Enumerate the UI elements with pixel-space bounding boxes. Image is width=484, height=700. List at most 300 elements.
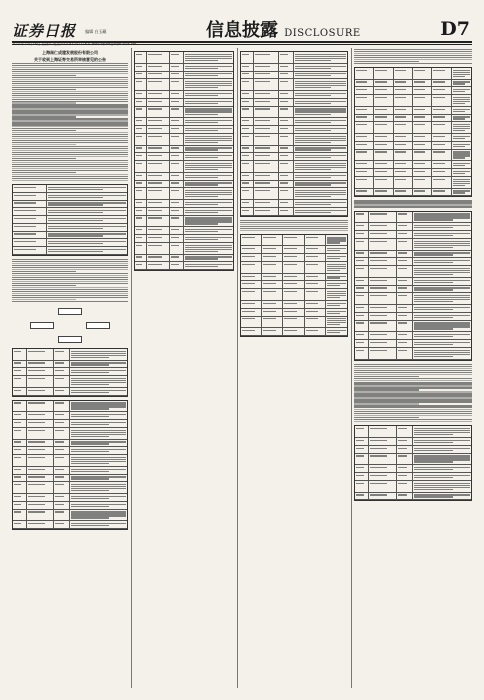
- table-cell: [355, 251, 369, 258]
- cell-text-line: [185, 258, 218, 259]
- table-cell: [135, 235, 147, 242]
- cell-text-line: [295, 87, 331, 88]
- table-cell: [147, 91, 171, 98]
- cell-text-line: [370, 428, 387, 429]
- cell-text-line: [242, 311, 255, 312]
- cell-text-line: [136, 264, 142, 265]
- cell-text-line: [185, 122, 218, 123]
- column-4: [354, 48, 472, 688]
- table-cell: [27, 502, 54, 509]
- cell-text-line: [185, 114, 218, 115]
- table-cell: [147, 52, 171, 63]
- table-cell: [47, 216, 127, 223]
- table-cell: [241, 134, 254, 145]
- table-cell: [326, 301, 347, 308]
- cell-text-line: [55, 476, 64, 477]
- cell-text-line: [185, 223, 218, 224]
- cell-text-line: [356, 350, 364, 351]
- flow-box-top: [58, 308, 82, 315]
- table-cell: [397, 481, 413, 492]
- table-cell: [394, 115, 413, 122]
- table-row: [355, 313, 471, 321]
- cell-text-line: [284, 311, 297, 312]
- cell-text-line: [28, 504, 45, 505]
- cell-text-line: [255, 147, 271, 148]
- cell-text-line: [433, 109, 444, 110]
- table-cell: [47, 185, 127, 192]
- table-cell: [294, 99, 347, 106]
- cell-text-line: [148, 175, 162, 176]
- table-row: [241, 254, 347, 262]
- cell-text-line: [55, 496, 64, 497]
- cell-text-line: [263, 283, 276, 284]
- cell-text-line: [356, 475, 364, 476]
- cell-text-line: [185, 103, 218, 104]
- table-cell: [432, 189, 451, 196]
- cell-text-line: [14, 241, 36, 242]
- table-cell: [170, 243, 184, 254]
- table-cell: [355, 223, 369, 230]
- cell-text-line: [356, 190, 367, 191]
- table-row: [241, 262, 347, 274]
- cell-text-line: [356, 136, 367, 137]
- cell-text-line: [171, 93, 179, 94]
- cell-text-line: [263, 256, 276, 257]
- table-cell: [394, 161, 413, 168]
- text-line: [354, 421, 472, 422]
- cell-text-line: [414, 344, 453, 345]
- cell-text-line: [171, 175, 179, 176]
- table-cell: [394, 177, 413, 188]
- cell-text-line: [356, 268, 364, 269]
- cell-text-line: [14, 233, 36, 234]
- table-cell: [184, 153, 233, 160]
- cell-text-line: [433, 81, 444, 82]
- table-cell: [262, 328, 283, 335]
- table-cell: [184, 188, 233, 199]
- table-cell: [432, 122, 451, 133]
- cell-text-line: [171, 190, 179, 191]
- table-cell: [27, 361, 54, 368]
- table-cell: [397, 340, 413, 347]
- cell-text-line: [136, 256, 142, 257]
- table-cell: [394, 150, 413, 161]
- cell-text-line: [55, 469, 64, 470]
- table-row: [355, 223, 471, 231]
- table-row: [241, 134, 347, 146]
- table-row: [135, 243, 233, 255]
- cell-text-line: [71, 408, 110, 409]
- table-cell: [170, 173, 184, 180]
- cell-text-line: [453, 91, 465, 92]
- cell-text-line: [356, 225, 364, 226]
- table-cell: [397, 223, 413, 230]
- cell-text-line: [185, 251, 218, 252]
- text-line: [354, 206, 472, 207]
- cell-text-line: [414, 171, 425, 172]
- table-cell: [241, 317, 262, 328]
- cell-text-line: [356, 179, 367, 180]
- cell-text-line: [327, 332, 340, 333]
- cell-text-line: [136, 136, 142, 137]
- table-cell: [452, 142, 471, 149]
- table-cell: [279, 173, 294, 180]
- table-cell: [170, 79, 184, 90]
- cell-text-line: [171, 108, 179, 109]
- table-cell: [241, 173, 254, 180]
- table-cell: [70, 467, 127, 474]
- table-cell: [397, 332, 413, 339]
- cell-text-line: [28, 370, 45, 371]
- cell-text-line: [356, 97, 367, 98]
- cell-text-line: [433, 70, 444, 71]
- cell-text-line: [28, 402, 45, 403]
- cell-text-line: [370, 483, 387, 484]
- cell-text-line: [28, 414, 45, 415]
- table-cell: [397, 258, 413, 265]
- table-cell: [294, 126, 347, 133]
- table-cell: [54, 401, 70, 412]
- cell-text-line: [185, 95, 218, 96]
- table-cell: [305, 301, 326, 308]
- table-cell: [355, 305, 369, 312]
- table-cell: [369, 481, 397, 492]
- table-row: [13, 368, 127, 376]
- column-3-body: [240, 220, 348, 231]
- table-cell: [27, 368, 54, 375]
- table-row: [241, 235, 347, 247]
- table-cell: [47, 232, 127, 239]
- cell-text-line: [395, 81, 406, 82]
- table-cell: [369, 446, 397, 453]
- table-row: [241, 91, 347, 99]
- table-cell: [170, 126, 184, 133]
- cell-text-line: [14, 202, 36, 203]
- table-cell: [147, 79, 171, 90]
- table-row: [355, 134, 471, 142]
- table-cell: [135, 173, 147, 180]
- table-cell: [369, 278, 397, 285]
- cell-text-line: [284, 291, 297, 292]
- cell-text-line: [148, 108, 162, 109]
- cell-text-line: [356, 287, 364, 288]
- table-row: [241, 99, 347, 107]
- table-cell: [13, 494, 27, 501]
- table-cell: [147, 255, 171, 262]
- table-row: [355, 107, 471, 115]
- table-cell: [262, 281, 283, 288]
- table-cell: [305, 328, 326, 335]
- cell-text-line: [375, 171, 386, 172]
- table-cell: [54, 455, 70, 466]
- section-title-en: DISCLOSURE: [284, 28, 361, 39]
- cell-text-line: [71, 416, 110, 417]
- cell-text-line: [136, 163, 142, 164]
- table-cell: [355, 169, 374, 176]
- table-cell: [413, 332, 471, 339]
- table-cell: [147, 161, 171, 172]
- cell-text-line: [356, 163, 367, 164]
- cell-text-line: [370, 342, 387, 343]
- column-2: [134, 48, 234, 688]
- table-row: [13, 201, 127, 209]
- table-row: [241, 328, 347, 336]
- cell-text-line: [185, 169, 218, 170]
- cell-text-line: [398, 280, 407, 281]
- cell-text-line: [55, 523, 64, 524]
- cell-text-line: [414, 469, 453, 470]
- page-number: D7: [440, 18, 470, 40]
- table-cell: [397, 493, 413, 500]
- table-cell: [294, 188, 347, 199]
- column-4-body-2: [354, 364, 472, 423]
- table-cell: [283, 262, 304, 273]
- table-cell: [355, 465, 369, 472]
- table-cell: [413, 473, 471, 480]
- cell-text-line: [295, 75, 331, 76]
- cell-text-line: [306, 264, 319, 265]
- table-row: [241, 126, 347, 134]
- cell-text-line: [242, 163, 249, 164]
- table-cell: [397, 266, 413, 277]
- cell-text-line: [28, 422, 45, 423]
- cell-text-line: [284, 318, 297, 319]
- cell-text-line: [356, 151, 367, 152]
- table-cell: [13, 428, 27, 439]
- cell-text-line: [395, 124, 406, 125]
- cell-text-line: [356, 213, 364, 214]
- cell-text-line: [14, 496, 21, 497]
- table-cell: [283, 328, 304, 335]
- table-cell: [241, 301, 262, 308]
- cell-text-line: [148, 217, 162, 218]
- cell-text-line: [148, 190, 162, 191]
- cell-text-line: [148, 182, 162, 183]
- cell-text-line: [185, 204, 218, 205]
- table-cell: [432, 68, 451, 79]
- cell-text-line: [433, 97, 444, 98]
- table-cell: [279, 153, 294, 160]
- cell-text-line: [453, 83, 465, 84]
- table-cell: [397, 212, 413, 223]
- cell-text-line: [356, 124, 367, 125]
- cell-text-line: [14, 457, 21, 458]
- cell-text-line: [395, 144, 406, 145]
- cell-text-line: [395, 163, 406, 164]
- cell-text-line: [148, 245, 162, 246]
- table-cell: [184, 134, 233, 145]
- cell-text-line: [280, 54, 288, 55]
- cell-text-line: [356, 260, 364, 261]
- table-cell: [241, 91, 254, 98]
- cell-text-line: [14, 390, 21, 391]
- table-row: [135, 52, 233, 64]
- cell-text-line: [242, 73, 249, 74]
- table-cell: [254, 173, 279, 180]
- table-cell: [147, 173, 171, 180]
- table-cell: [70, 502, 127, 509]
- table-cell: [413, 231, 471, 238]
- table-cell: [432, 169, 451, 176]
- cell-text-line: [71, 525, 110, 526]
- table-cell: [413, 438, 471, 445]
- cell-text-line: [136, 54, 142, 55]
- table-cell: [283, 246, 304, 253]
- cell-text-line: [71, 478, 110, 479]
- cell-text-line: [453, 130, 465, 131]
- table-cell: [374, 161, 393, 168]
- cell-text-line: [370, 225, 387, 226]
- cell-text-line: [148, 229, 162, 230]
- table-cell: [355, 68, 374, 79]
- table-cell: [432, 150, 451, 161]
- cell-text-line: [414, 89, 425, 90]
- table-cell: [374, 169, 393, 176]
- cell-text-line: [398, 252, 407, 253]
- table-row: [241, 118, 347, 126]
- table-cell: [170, 153, 184, 160]
- cell-text-line: [280, 175, 288, 176]
- cell-text-line: [398, 233, 407, 234]
- table-cell: [27, 440, 54, 447]
- cell-text-line: [414, 309, 453, 310]
- table-cell: [170, 200, 184, 207]
- table-cell: [294, 181, 347, 188]
- cell-text-line: [453, 111, 465, 112]
- table-row: [135, 255, 233, 263]
- table-cell: [184, 126, 233, 133]
- table-cell: [184, 52, 233, 63]
- table-cell: [70, 361, 127, 368]
- cell-text-line: [242, 155, 249, 156]
- table-cell: [135, 188, 147, 199]
- table-cell: [54, 420, 70, 427]
- cell-text-line: [255, 101, 271, 102]
- table-cell: [135, 262, 147, 269]
- table-cell: [413, 348, 471, 359]
- cell-text-line: [414, 317, 453, 318]
- cell-text-line: [433, 163, 444, 164]
- table-row: [13, 193, 127, 201]
- table-cell: [294, 64, 347, 71]
- cell-text-line: [375, 124, 386, 125]
- right-table-3: [354, 425, 472, 501]
- cell-text-line: [280, 101, 288, 102]
- cell-text-line: [280, 155, 288, 156]
- bottom-table-1: [240, 234, 348, 337]
- cell-text-line: [55, 511, 64, 512]
- table-cell: [413, 239, 471, 250]
- cell-text-line: [255, 128, 271, 129]
- table-row: [135, 173, 233, 181]
- cell-text-line: [14, 362, 21, 363]
- cell-text-line: [71, 490, 110, 491]
- cell-text-line: [242, 136, 249, 137]
- cell-text-line: [284, 264, 297, 265]
- cell-text-line: [414, 124, 425, 125]
- table-cell: [397, 348, 413, 359]
- table-cell: [397, 446, 413, 453]
- table-cell: [369, 348, 397, 359]
- table-cell: [147, 107, 171, 118]
- table-cell: [47, 239, 127, 246]
- cell-text-line: [306, 248, 319, 249]
- table-cell: [147, 188, 171, 199]
- cell-text-line: [414, 144, 425, 145]
- table-cell: [397, 231, 413, 238]
- column-4-body: [354, 200, 472, 207]
- table-cell: [279, 126, 294, 133]
- table-cell: [283, 281, 304, 288]
- table-cell: [305, 289, 326, 300]
- cell-text-line: [398, 322, 407, 323]
- cell-text-line: [414, 434, 453, 435]
- table-row: [241, 173, 347, 181]
- table-cell: [369, 438, 397, 445]
- table-cell: [413, 446, 471, 453]
- table-cell: [135, 216, 147, 227]
- cell-text-line: [370, 315, 387, 316]
- table-cell: [27, 475, 54, 482]
- table-cell: [170, 118, 184, 125]
- table-row: [135, 262, 233, 270]
- table-cell: [13, 447, 27, 454]
- table-cell: [355, 107, 374, 114]
- table-cell: [279, 91, 294, 98]
- table-cell: [374, 177, 393, 188]
- cell-text-line: [295, 95, 331, 96]
- cell-text-line: [28, 430, 45, 431]
- cell-text-line: [148, 256, 162, 257]
- table-cell: [135, 200, 147, 207]
- table-cell: [54, 349, 70, 360]
- table-cell: [27, 401, 54, 412]
- cell-text-line: [306, 237, 319, 238]
- table-cell: [27, 349, 54, 360]
- table-row: [135, 126, 233, 134]
- table-row: [241, 317, 347, 329]
- table-cell: [54, 521, 70, 528]
- cell-text-line: [370, 280, 387, 281]
- cell-text-line: [370, 268, 387, 269]
- table-cell: [13, 475, 27, 482]
- table-cell: [147, 208, 171, 215]
- cell-text-line: [356, 295, 364, 296]
- table-cell: [355, 481, 369, 492]
- table-cell: [413, 251, 471, 258]
- cell-text-line: [14, 476, 21, 477]
- table-cell: [13, 247, 47, 254]
- table-cell: [283, 289, 304, 300]
- cell-text-line: [375, 116, 386, 117]
- table-cell: [254, 64, 279, 71]
- table-cell: [54, 412, 70, 419]
- table-cell: [355, 239, 369, 250]
- cell-text-line: [242, 303, 255, 304]
- cell-text-line: [395, 89, 406, 90]
- cell-text-line: [433, 124, 444, 125]
- table-cell: [294, 161, 347, 172]
- table-cell: [413, 340, 471, 347]
- table-cell: [135, 161, 147, 172]
- table-row: [355, 426, 471, 438]
- cell-text-line: [28, 523, 45, 524]
- table-cell: [135, 91, 147, 98]
- cell-text-line: [14, 195, 36, 196]
- cell-text-line: [356, 322, 364, 323]
- table-cell: [135, 181, 147, 188]
- table-cell: [170, 52, 184, 63]
